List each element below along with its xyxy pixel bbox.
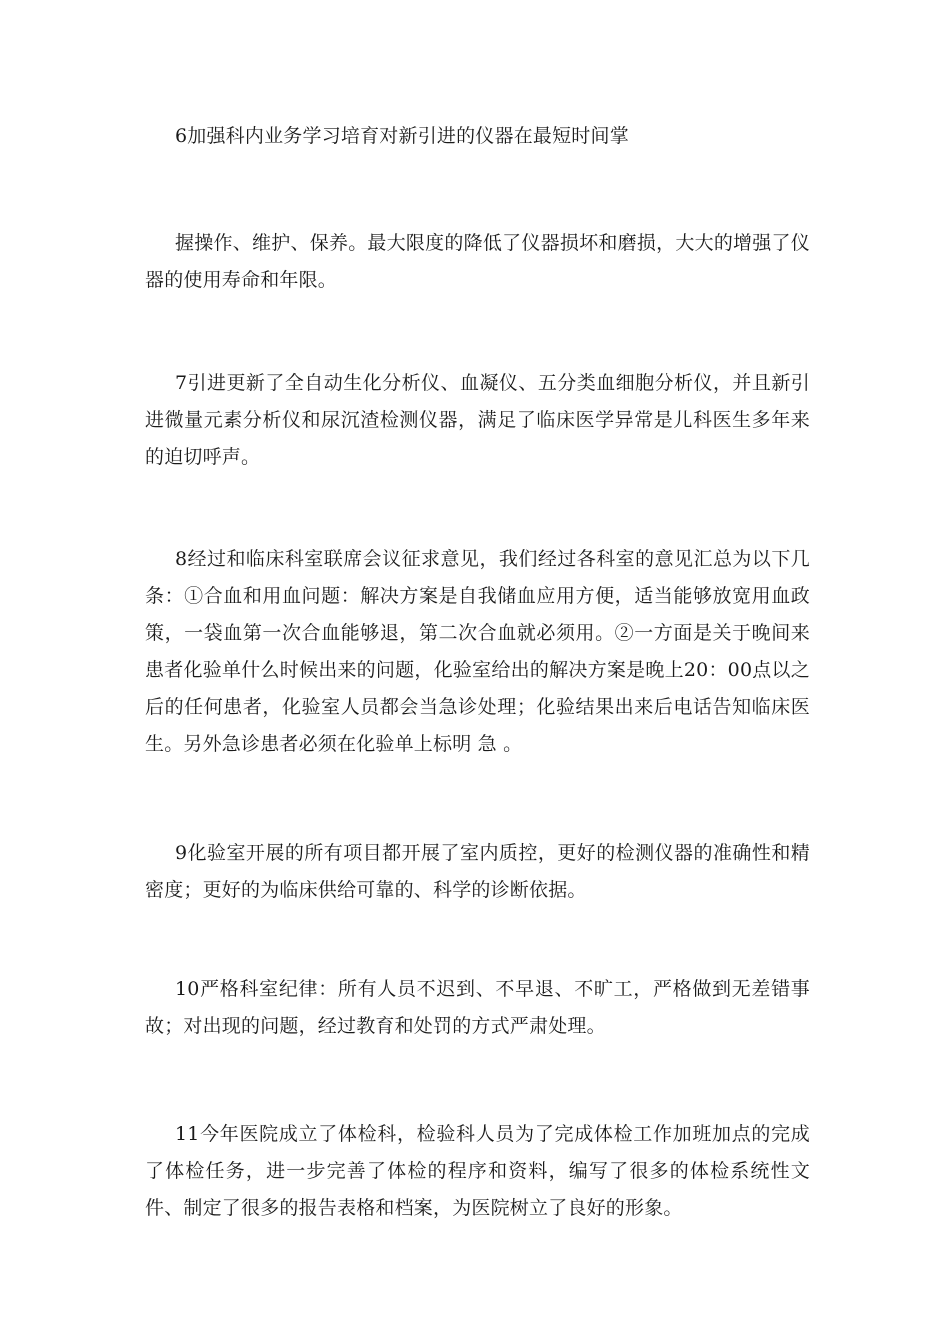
paragraph-item-8: 8经过和临床科室联席会议征求意见，我们经过各科室的意见汇总为以下几条：①合血和用血问题：解决方案是自我储血应用方便，适当能够放宽用血政策，一袋血第一次合血能够退，第二次合血就必须用。②一方面是关于晚间来患者化验单什么时候出来的问题，化验室给出的解决方案是晚上20：00点以之后的任何患者，化验室人员都会当急诊处理；化验结果出来后电话告知临床医生。另外急诊患者必须在化验单上标明 急 。 (145, 548, 810, 755)
paragraph-item-11: 11今年医院成立了体检科，检验科人员为了完成体检工作加班加点的完成了体检任务，进一步完善了体检的程序和资料，编写了很多的体检系统性文件、制定了很多的报告表格和档案，为医院树立了良好的形象。 (145, 1123, 810, 1219)
paragraph-item-9: 9化验室开展的所有项目都开展了室内质控，更好的检测仪器的准确性和精密度；更好的为临床供给可靠的、科学的诊断依据。 (145, 842, 810, 901)
paragraph-item-10: 10严格科室纪律：所有人员不迟到、不早退、不旷工，严格做到无差错事故；对出现的问题，经过教育和处罚的方式严肃处理。 (145, 978, 810, 1037)
paragraph-item-6-body: 握操作、维护、保养。最大限度的降低了仪器损坏和磨损，大大的增强了仪器的使用寿命和年限。 (145, 232, 810, 291)
paragraph-item-7: 7引进更新了全自动生化分析仪、血凝仪、五分类血细胞分析仪，并且新引进微量元素分析仪和尿沉渣检测仪器，满足了临床医学异常是儿科医生多年来的迫切呼声。 (145, 372, 810, 468)
paragraph-item-6-heading: 6加强科内业务学习培育对新引进的仪器在最短时间掌 (175, 125, 629, 147)
